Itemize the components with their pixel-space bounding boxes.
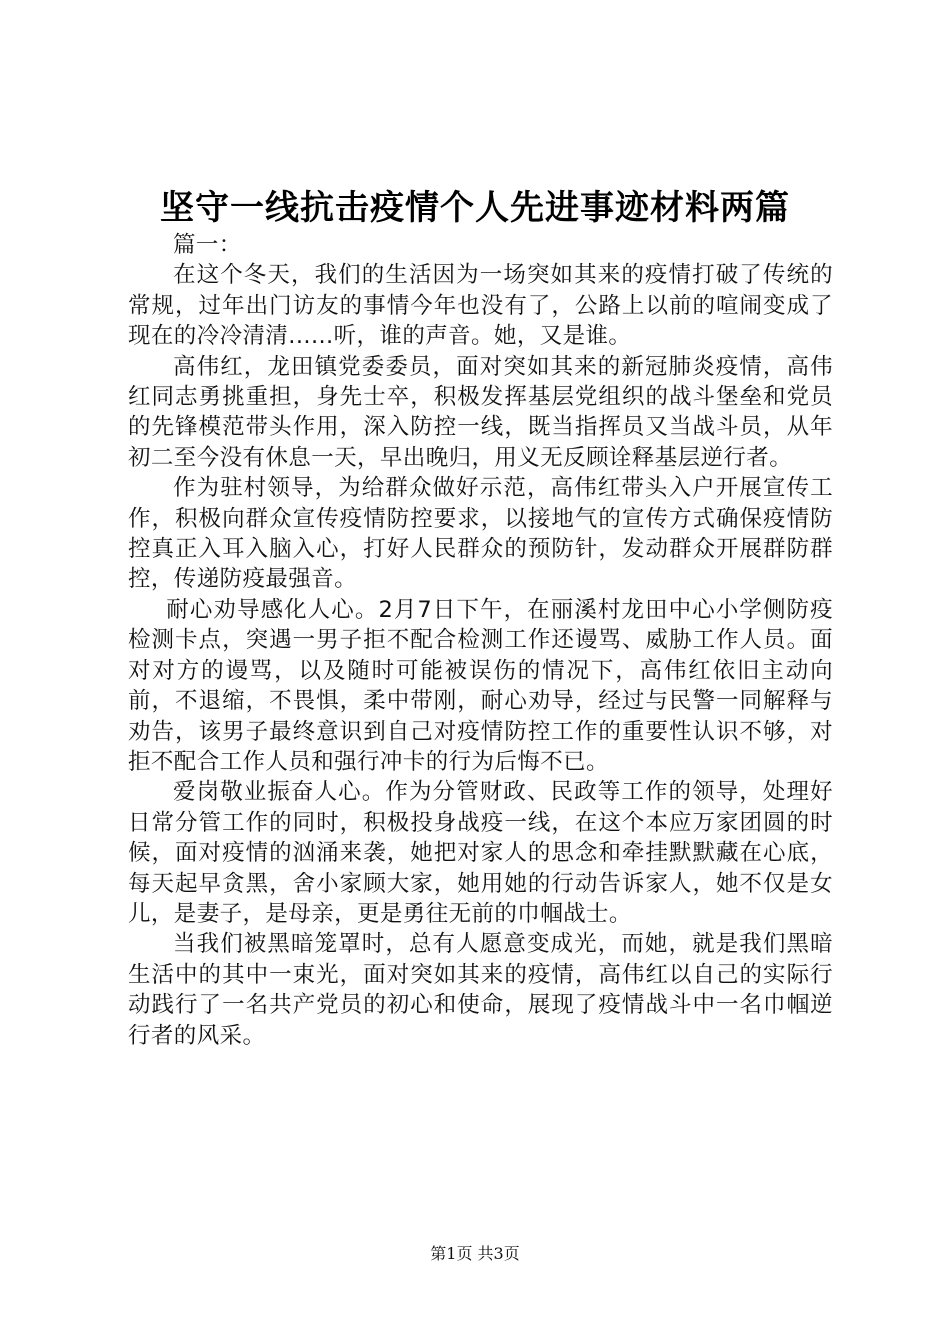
paragraph-dedication: 爱岗敬业振奋人心。作为分管财政、民政等工作的领导，处理好日常分管工作的同时，积极投身战疫一线，在这个本应万家团圆的时候，面对疫情的汹涌来袭，她把对家人的思念和牵挂默默藏在心底，每天起早贪黑，舍小家顾大家，她用她的行动告诉家人，她不仅是女儿，是妻子，是母亲，更是勇往无前的巾帼战士。 xyxy=(128,779,833,927)
paragraph-intro: 在这个冬天，我们的生活因为一场突如其来的疫情打破了传统的常规，过年出门访友的事情今年也没有了，公路上以前的喧闹变成了现在的冷冷清清......听，谁的声音。她，又是谁。 xyxy=(128,262,833,350)
section-heading: 篇一： xyxy=(173,232,242,258)
paragraph-conclusion: 当我们被黑暗笼罩时，总有人愿意变成光，而她，就是我们黑暗生活中的其中一束光，面对突如其来的疫情，高伟红以自己的实际行动践行了一名共产党员的初心和使命，展现了疫情战斗中一名巾帼逆行者的风采。 xyxy=(128,931,833,1049)
document-title: 坚守一线抗击疫情个人先进事迹材料两篇 xyxy=(160,188,790,228)
paragraph-publicity: 作为驻村领导，为给群众做好示范，高伟红带头入户开展宣传工作，积极向群众宣传疫情防控要求，以接地气的宣传方式确保疫情防控真正入耳入脑入心，打好人民群众的预防针，发动群众开展群防群控，传递防疫最强音。 xyxy=(128,475,833,593)
page-number-footer: 第1页 共3页 xyxy=(430,1244,520,1263)
document-body xyxy=(128,230,833,1051)
paragraph-persuasion: 耐心劝导感化人心。2月7日下午，在丽溪村龙田中心小学侧防疫检测卡点，突遇一男子拒不配合检测工作还谩骂、威胁工作人员。面对对方的谩骂，以及随时可能被误伤的情况下，高伟红依旧主动向前，不退缩，不畏惧，柔中带刚，耐心劝导，经过与民警一同解释与劝告，该男子最终意识到自己对疫情防控工作的重要性认识不够，对拒不配合工作人员和强行冲卡的行为后悔不已。 xyxy=(128,596,833,775)
paragraph-profile: 高伟红，龙田镇党委委员，面对突如其来的新冠肺炎疫情，高伟红同志勇挑重担，身先士卒，积极发挥基层党组织的战斗堡垒和党员的先锋模范带头作用，深入防控一线，既当指挥员又当战斗员，从年初二至今没有休息一天，早出晚归，用义无反顾诠释基层逆行者。 xyxy=(128,353,833,471)
